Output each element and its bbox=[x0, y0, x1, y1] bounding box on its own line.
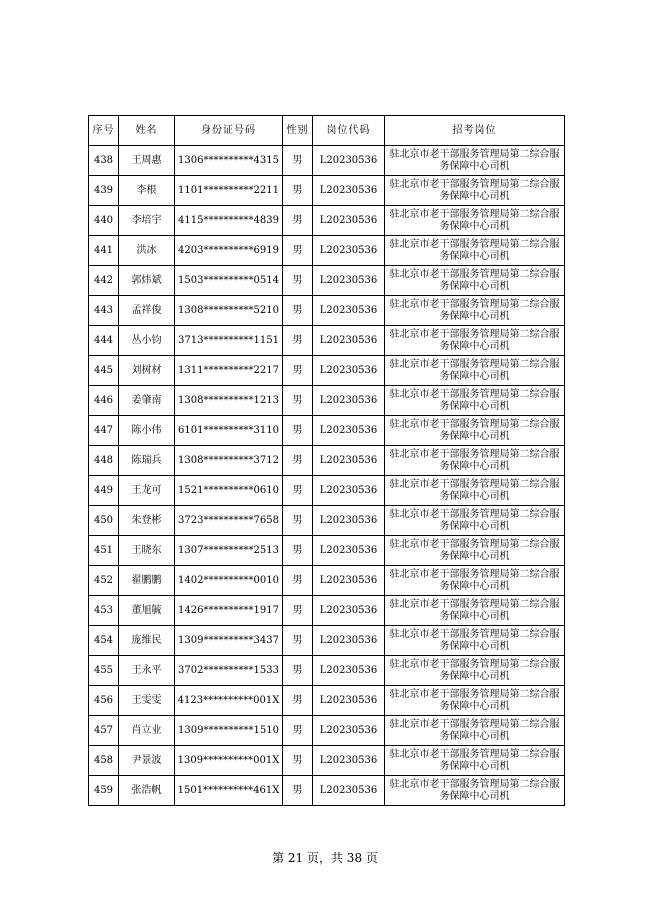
cell-id-number: 1307**********2513 bbox=[175, 536, 283, 566]
candidate-table bbox=[88, 115, 565, 806]
cell-name: 王永平 bbox=[119, 656, 175, 686]
cell-seq: 443 bbox=[89, 296, 119, 326]
cell-name: 李培宇 bbox=[119, 206, 175, 236]
cell-name: 陈瑞兵 bbox=[119, 446, 175, 476]
cell-seq: 458 bbox=[89, 746, 119, 776]
cell-seq: 446 bbox=[89, 386, 119, 416]
table-row bbox=[89, 596, 565, 626]
cell-name: 王周惠 bbox=[119, 146, 175, 176]
cell-name: 王晓东 bbox=[119, 536, 175, 566]
cell-gender: 男 bbox=[283, 566, 313, 596]
cell-name: 张浩帆 bbox=[119, 776, 175, 806]
cell-seq: 454 bbox=[89, 626, 119, 656]
cell-gender: 男 bbox=[283, 146, 313, 176]
table-row bbox=[89, 416, 565, 446]
cell-name: 丛小钧 bbox=[119, 326, 175, 356]
cell-gender: 男 bbox=[283, 236, 313, 266]
cell-gender: 男 bbox=[283, 176, 313, 206]
cell-position-code: L20230536 bbox=[313, 176, 385, 206]
cell-gender: 男 bbox=[283, 356, 313, 386]
cell-name: 王龙可 bbox=[119, 476, 175, 506]
cell-id-number: 1503**********0514 bbox=[175, 266, 283, 296]
cell-gender: 男 bbox=[283, 326, 313, 356]
cell-position-code: L20230536 bbox=[313, 386, 385, 416]
cell-position: 驻北京市老干部服务管理局第二综合服务保障中心司机 bbox=[385, 206, 565, 236]
header-seq: 序号 bbox=[89, 116, 119, 146]
cell-name: 庞维民 bbox=[119, 626, 175, 656]
cell-id-number: 1309**********001X bbox=[175, 746, 283, 776]
cell-position-code: L20230536 bbox=[313, 296, 385, 326]
cell-seq: 453 bbox=[89, 596, 119, 626]
cell-seq: 450 bbox=[89, 506, 119, 536]
header-position-code: 岗位代码 bbox=[313, 116, 385, 146]
cell-seq: 438 bbox=[89, 146, 119, 176]
cell-id-number: 3702**********1533 bbox=[175, 656, 283, 686]
cell-gender: 男 bbox=[283, 386, 313, 416]
cell-position-code: L20230536 bbox=[313, 536, 385, 566]
cell-position-code: L20230536 bbox=[313, 596, 385, 626]
cell-gender: 男 bbox=[283, 296, 313, 326]
table-row bbox=[89, 536, 565, 566]
cell-gender: 男 bbox=[283, 746, 313, 776]
cell-position-code: L20230536 bbox=[313, 146, 385, 176]
cell-gender: 男 bbox=[283, 206, 313, 236]
cell-position: 驻北京市老干部服务管理局第二综合服务保障中心司机 bbox=[385, 326, 565, 356]
cell-id-number: 1309**********3437 bbox=[175, 626, 283, 656]
cell-id-number: 1101**********2211 bbox=[175, 176, 283, 206]
cell-position-code: L20230536 bbox=[313, 206, 385, 236]
cell-id-number: 4115**********4839 bbox=[175, 206, 283, 236]
cell-seq: 441 bbox=[89, 236, 119, 266]
cell-gender: 男 bbox=[283, 266, 313, 296]
table-row bbox=[89, 476, 565, 506]
cell-gender: 男 bbox=[283, 476, 313, 506]
cell-seq: 459 bbox=[89, 776, 119, 806]
table-row bbox=[89, 176, 565, 206]
cell-seq: 451 bbox=[89, 536, 119, 566]
cell-gender: 男 bbox=[283, 596, 313, 626]
table-row bbox=[89, 626, 565, 656]
table-row bbox=[89, 686, 565, 716]
cell-id-number: 1306**********4315 bbox=[175, 146, 283, 176]
table-row bbox=[89, 206, 565, 236]
cell-position-code: L20230536 bbox=[313, 626, 385, 656]
table-row bbox=[89, 356, 565, 386]
header-position: 招考岗位 bbox=[385, 116, 565, 146]
cell-seq: 455 bbox=[89, 656, 119, 686]
cell-position: 驻北京市老干部服务管理局第二综合服务保障中心司机 bbox=[385, 746, 565, 776]
table-row bbox=[89, 566, 565, 596]
cell-id-number: 3723**********7658 bbox=[175, 506, 283, 536]
table-row bbox=[89, 746, 565, 776]
cell-gender: 男 bbox=[283, 446, 313, 476]
cell-seq: 447 bbox=[89, 416, 119, 446]
cell-position: 驻北京市老干部服务管理局第二综合服务保障中心司机 bbox=[385, 356, 565, 386]
cell-position: 驻北京市老干部服务管理局第二综合服务保障中心司机 bbox=[385, 146, 565, 176]
cell-gender: 男 bbox=[283, 536, 313, 566]
cell-id-number: 6101**********3110 bbox=[175, 416, 283, 446]
cell-seq: 439 bbox=[89, 176, 119, 206]
cell-id-number: 1308**********3712 bbox=[175, 446, 283, 476]
table-header-row bbox=[89, 116, 565, 146]
cell-id-number: 1501**********461X bbox=[175, 776, 283, 806]
cell-name: 董旭毓 bbox=[119, 596, 175, 626]
cell-name: 肖立业 bbox=[119, 716, 175, 746]
cell-name: 洪冰 bbox=[119, 236, 175, 266]
cell-position: 驻北京市老干部服务管理局第二综合服务保障中心司机 bbox=[385, 656, 565, 686]
cell-position-code: L20230536 bbox=[313, 506, 385, 536]
cell-name: 翟鹏鹏 bbox=[119, 566, 175, 596]
cell-seq: 452 bbox=[89, 566, 119, 596]
cell-position-code: L20230536 bbox=[313, 446, 385, 476]
cell-id-number: 4123**********001X bbox=[175, 686, 283, 716]
table-body bbox=[89, 146, 565, 806]
cell-gender: 男 bbox=[283, 506, 313, 536]
cell-gender: 男 bbox=[283, 686, 313, 716]
cell-name: 李根 bbox=[119, 176, 175, 206]
cell-position: 驻北京市老干部服务管理局第二综合服务保障中心司机 bbox=[385, 686, 565, 716]
cell-position-code: L20230536 bbox=[313, 356, 385, 386]
cell-id-number: 1402**********0010 bbox=[175, 566, 283, 596]
cell-position: 驻北京市老干部服务管理局第二综合服务保障中心司机 bbox=[385, 416, 565, 446]
cell-position: 驻北京市老干部服务管理局第二综合服务保障中心司机 bbox=[385, 566, 565, 596]
cell-position-code: L20230536 bbox=[313, 716, 385, 746]
cell-position-code: L20230536 bbox=[313, 236, 385, 266]
cell-position: 驻北京市老干部服务管理局第二综合服务保障中心司机 bbox=[385, 176, 565, 206]
page-number: 第 21 页，共 38 页 bbox=[272, 851, 378, 865]
table-row bbox=[89, 266, 565, 296]
cell-id-number: 1308**********1213 bbox=[175, 386, 283, 416]
cell-seq: 442 bbox=[89, 266, 119, 296]
cell-position-code: L20230536 bbox=[313, 326, 385, 356]
cell-position-code: L20230536 bbox=[313, 566, 385, 596]
cell-id-number: 1309**********1510 bbox=[175, 716, 283, 746]
cell-name: 孟祥俊 bbox=[119, 296, 175, 326]
cell-position: 驻北京市老干部服务管理局第二综合服务保障中心司机 bbox=[385, 446, 565, 476]
cell-position: 驻北京市老干部服务管理局第二综合服务保障中心司机 bbox=[385, 236, 565, 266]
cell-name: 尹景波 bbox=[119, 746, 175, 776]
cell-position: 驻北京市老干部服务管理局第二综合服务保障中心司机 bbox=[385, 776, 565, 806]
cell-position-code: L20230536 bbox=[313, 416, 385, 446]
cell-position: 驻北京市老干部服务管理局第二综合服务保障中心司机 bbox=[385, 266, 565, 296]
cell-position-code: L20230536 bbox=[313, 686, 385, 716]
header-gender: 性别 bbox=[283, 116, 313, 146]
cell-name: 朱登彬 bbox=[119, 506, 175, 536]
cell-gender: 男 bbox=[283, 716, 313, 746]
cell-id-number: 4203**********6919 bbox=[175, 236, 283, 266]
cell-name: 姜肇南 bbox=[119, 386, 175, 416]
cell-position: 驻北京市老干部服务管理局第二综合服务保障中心司机 bbox=[385, 476, 565, 506]
cell-position-code: L20230536 bbox=[313, 776, 385, 806]
header-id-number: 身份证号码 bbox=[175, 116, 283, 146]
cell-position-code: L20230536 bbox=[313, 476, 385, 506]
cell-id-number: 1521**********0610 bbox=[175, 476, 283, 506]
cell-seq: 456 bbox=[89, 686, 119, 716]
cell-id-number: 1308**********5210 bbox=[175, 296, 283, 326]
cell-gender: 男 bbox=[283, 626, 313, 656]
cell-seq: 449 bbox=[89, 476, 119, 506]
cell-seq: 457 bbox=[89, 716, 119, 746]
cell-position: 驻北京市老干部服务管理局第二综合服务保障中心司机 bbox=[385, 596, 565, 626]
cell-name: 陈小伟 bbox=[119, 416, 175, 446]
cell-position-code: L20230536 bbox=[313, 746, 385, 776]
cell-position-code: L20230536 bbox=[313, 266, 385, 296]
table-row bbox=[89, 656, 565, 686]
cell-position: 驻北京市老干部服务管理局第二综合服务保障中心司机 bbox=[385, 716, 565, 746]
cell-id-number: 1426**********1917 bbox=[175, 596, 283, 626]
cell-id-number: 1311**********2217 bbox=[175, 356, 283, 386]
cell-position: 驻北京市老干部服务管理局第二综合服务保障中心司机 bbox=[385, 296, 565, 326]
header-name: 姓名 bbox=[119, 116, 175, 146]
table-row bbox=[89, 776, 565, 806]
table-row bbox=[89, 236, 565, 266]
cell-name: 郭炜斌 bbox=[119, 266, 175, 296]
cell-gender: 男 bbox=[283, 776, 313, 806]
table-row bbox=[89, 716, 565, 746]
cell-position: 驻北京市老干部服务管理局第二综合服务保障中心司机 bbox=[385, 626, 565, 656]
table-row bbox=[89, 326, 565, 356]
cell-seq: 448 bbox=[89, 446, 119, 476]
cell-position: 驻北京市老干部服务管理局第二综合服务保障中心司机 bbox=[385, 386, 565, 416]
cell-seq: 444 bbox=[89, 326, 119, 356]
cell-name: 王雯雯 bbox=[119, 686, 175, 716]
cell-position: 驻北京市老干部服务管理局第二综合服务保障中心司机 bbox=[385, 536, 565, 566]
table-row bbox=[89, 386, 565, 416]
cell-seq: 440 bbox=[89, 206, 119, 236]
cell-position-code: L20230536 bbox=[313, 656, 385, 686]
table-row bbox=[89, 146, 565, 176]
cell-seq: 445 bbox=[89, 356, 119, 386]
table-row bbox=[89, 506, 565, 536]
cell-name: 刘树材 bbox=[119, 356, 175, 386]
cell-gender: 男 bbox=[283, 416, 313, 446]
table-row bbox=[89, 296, 565, 326]
cell-id-number: 3713**********1151 bbox=[175, 326, 283, 356]
cell-gender: 男 bbox=[283, 656, 313, 686]
cell-position: 驻北京市老干部服务管理局第二综合服务保障中心司机 bbox=[385, 506, 565, 536]
table-row bbox=[89, 446, 565, 476]
